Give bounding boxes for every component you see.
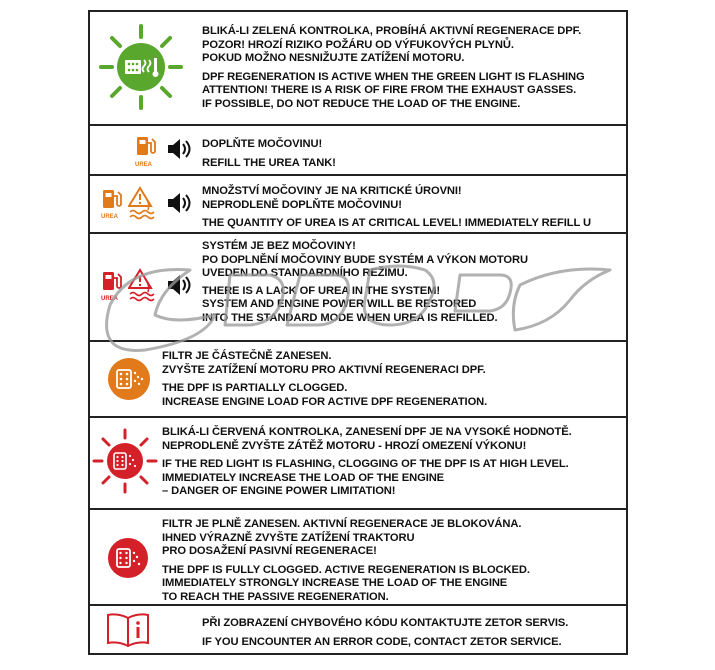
en-line: DPF REGENERATION IS ACTIVE WHEN THE GREEN LIGHT IS FLASHING	[202, 70, 585, 83]
section-text	[202, 185, 626, 231]
en-line: INCREASE ENGINE LOAD FOR ACTIVE DPF REGENERATION.	[162, 395, 488, 408]
en-line: THE DPF IS PARTIALLY CLOGGED.	[162, 382, 348, 395]
cz-line: FILTR JE PLNĚ ZANESEN. AKTIVNÍ REGENERACE JE BLOKOVÁNA.	[162, 518, 522, 530]
speaker-icon	[166, 190, 192, 216]
en-line: TO REACH THE PASSIVE REGENERATION.	[162, 590, 389, 603]
section-text	[162, 518, 626, 605]
section-urea-empty	[90, 234, 626, 342]
urea-pump-icon	[100, 270, 122, 292]
urea-label: UREA	[101, 214, 119, 220]
section-dpf-partial	[90, 342, 626, 418]
dpf-orange-icon	[106, 356, 152, 402]
section-dpf-high	[90, 418, 626, 510]
section-error-code	[90, 606, 626, 655]
dpf-red-icon	[106, 536, 150, 580]
section-text	[202, 240, 626, 326]
manual-book-icon	[104, 612, 152, 648]
en-line: IF YOU ENCOUNTER AN ERROR CODE, CONTACT ZETOR SERVICE.	[202, 635, 562, 648]
cz-line: POKUD MOŽNO NESNIŽUJTE ZATÍŽENÍ MOTORU.	[202, 52, 465, 65]
en-line: THERE IS A LACK OF UREA IN THE SYSTEM!	[202, 284, 440, 297]
en-line: REFILL THE UREA TANK!	[202, 156, 336, 169]
cz-line: PRO DOSAŽENÍ PASIVNÍ REGENERACE!	[162, 545, 377, 558]
cz-line: BLIKÁ-LI ČERVENÁ KONTROLKA, ZANESENÍ DPF JE NA VYSOKÉ HODNOTĚ.	[162, 426, 572, 438]
en-line: ATTENTION! THERE IS A RISK OF FIRE FROM THE EXHAUST GASSES.	[202, 84, 577, 97]
dpf-red-flashing-icon	[92, 428, 158, 494]
urea-label: UREA	[101, 296, 119, 302]
cz-line: POZOR! HROZÍ RIZIKO POŽÁRU OD VÝFUKOVÝCH PLYNŮ.	[202, 38, 514, 51]
section-refill-urea	[90, 126, 626, 176]
cz-line: ZVYŠTE ZATÍŽENÍ MOTORU PRO AKTIVNÍ REGENERACI DPF.	[162, 363, 486, 376]
urea-pump-icon	[100, 188, 122, 210]
en-line: IF THE RED LIGHT IS FLASHING, CLOGGING OF THE DPF IS AT HIGH LEVEL.	[162, 458, 569, 471]
section-text	[202, 25, 626, 112]
cz-line: DOPLŇTE MOČOVINU!	[202, 138, 323, 150]
en-line: – DANGER OF ENGINE POWER LIMITATION!	[162, 485, 396, 498]
cz-line: UVEDEN DO STANDARDNÍHO REŽIMU.	[202, 267, 408, 280]
cz-line: PŘI ZOBRAZENÍ CHYBOVÉHO KÓDU KONTAKTUJTE ZETOR SERVIS.	[202, 617, 569, 629]
cz-line: PO DOPLNĚNÍ MOČOVINY BUDE SYSTÉM A VÝKON MOTORU	[202, 253, 528, 266]
cz-line: NEPRODLENĚ ZVYŠTE ZÁTĚŽ MOTORU - HROZÍ OMEZENÍ VÝKONU!	[162, 439, 527, 452]
section-urea-critical	[90, 176, 626, 234]
section-dpf-full	[90, 510, 626, 606]
en-line: THE DPF IS FULLY CLOGGED. ACTIVE REGENERATION IS BLOCKED.	[162, 563, 530, 576]
en-line: SYSTEM AND ENGINE POWER WILL BE RESTORED	[202, 298, 477, 311]
section-text	[162, 350, 626, 409]
speaker-icon	[166, 136, 192, 162]
section-text	[162, 426, 626, 499]
en-line: INTO THE STANDARD MODE WHEN UREA IS REFILLED.	[202, 311, 498, 324]
en-line: IMMEDIATELY STRONGLY INCREASE THE LOAD OF THE ENGINE	[162, 577, 508, 590]
speaker-icon	[166, 272, 192, 298]
cz-line: NEPRODLENĚ DOPLŇTE MOČOVINU!	[202, 198, 402, 211]
cz-line: MNOŽSTVÍ MOČOVINY JE NA KRITICKÉ ÚROVNI!	[202, 185, 462, 197]
section-text	[202, 138, 626, 170]
dpf-warning-label	[88, 10, 628, 655]
cz-line: IHNED VÝRAZNĚ ZVYŠTE ZATÍŽENÍ TRAKTORU	[162, 531, 415, 544]
cz-line: SYSTÉM JE BEZ MOČOVINY!	[202, 240, 356, 252]
urea-pump-icon	[134, 135, 156, 157]
en-line: IF POSSIBLE, DO NOT REDUCE THE LOAD OF THE ENGINE.	[202, 97, 521, 110]
section-text	[202, 617, 626, 649]
cz-line: FILTR JE ČÁSTEČNĚ ZANESEN.	[162, 350, 332, 362]
section-regeneration-active	[90, 12, 626, 126]
urea-warning-icon	[128, 186, 158, 220]
regeneration-green-light-icon	[98, 22, 184, 112]
en-line: IMMEDIATELY INCREASE THE LOAD OF THE ENGINE	[162, 471, 445, 484]
urea-warning-icon	[128, 268, 158, 302]
urea-label: UREA	[135, 162, 153, 168]
cz-line: BLIKÁ-LI ZELENÁ KONTROLKA, PROBÍHÁ AKTIVNÍ REGENERACE DPF.	[202, 25, 582, 37]
en-line: THE QUANTITY OF UREA IS AT CRITICAL LEVEL! IMMEDIATELY REFILL U	[202, 217, 592, 230]
